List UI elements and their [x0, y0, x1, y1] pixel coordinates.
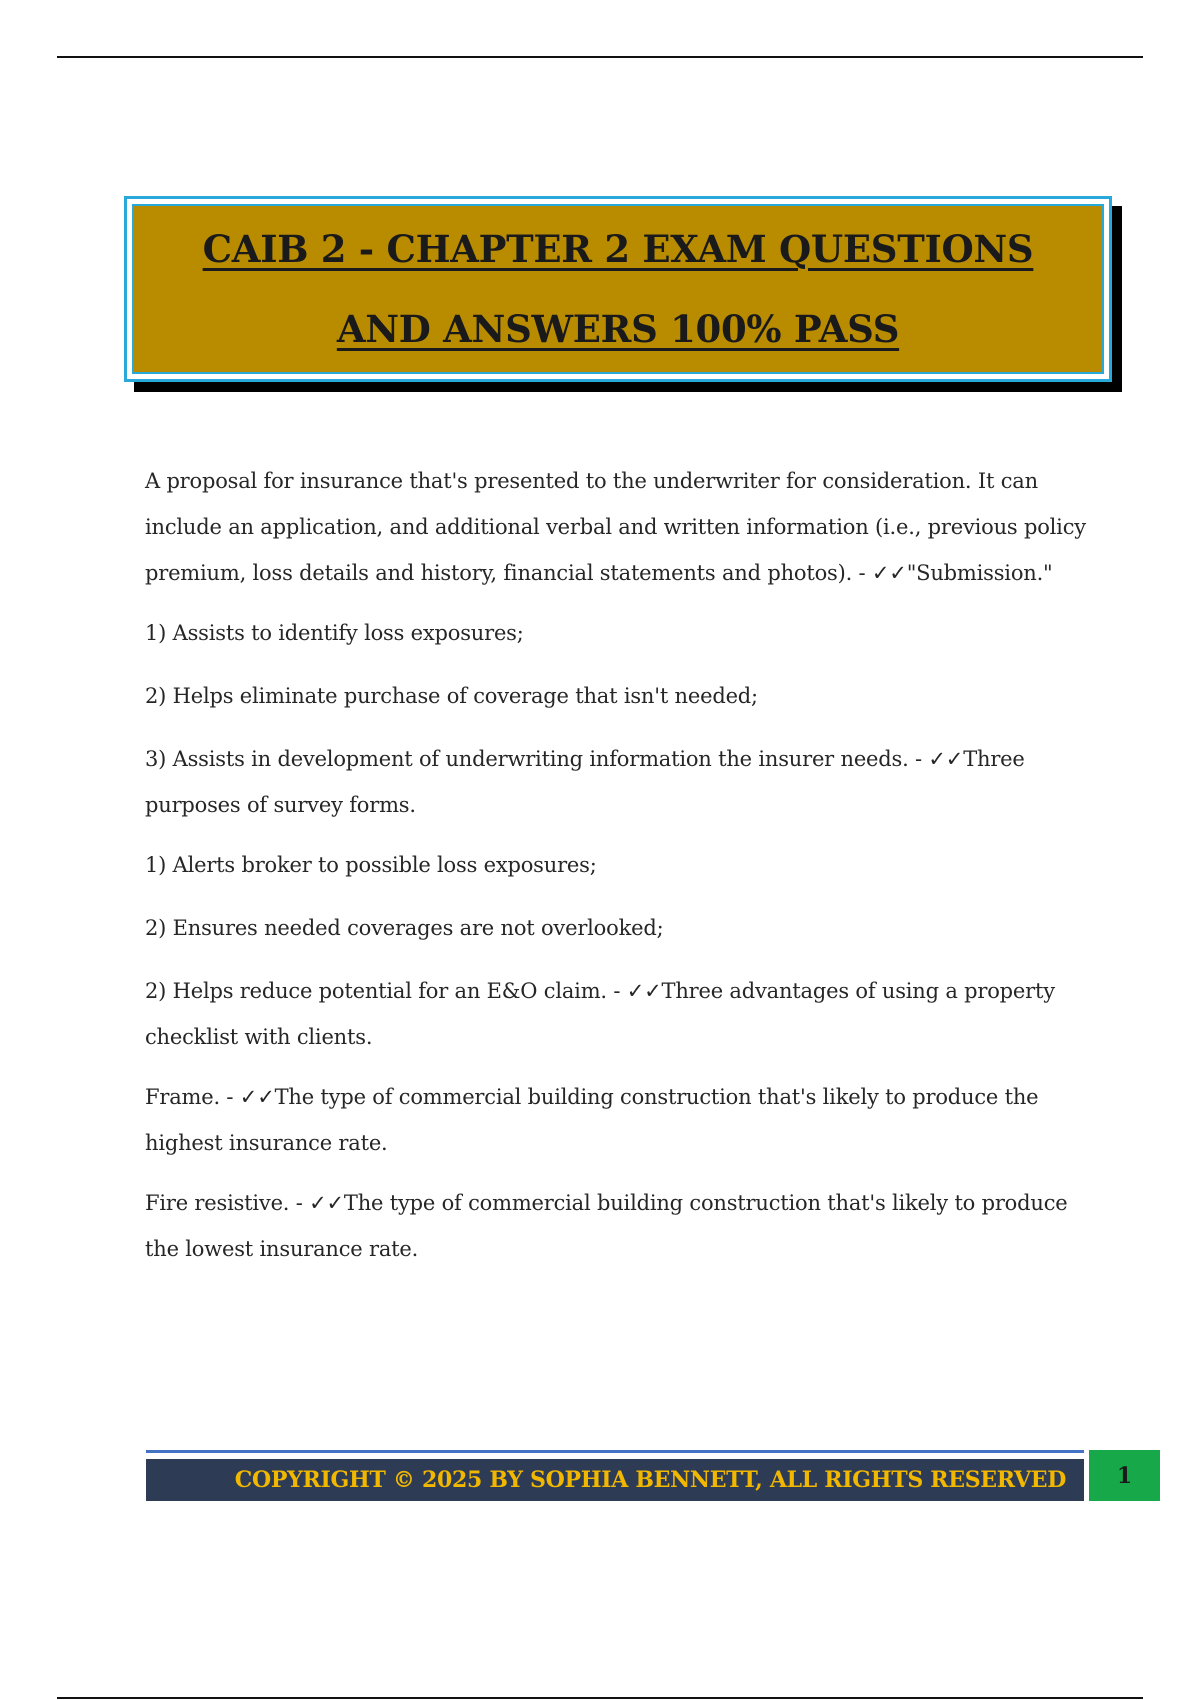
copyright-notice: COPYRIGHT © 2025 BY SOPHIA BENNETT, ALL RIGHTS RESERVED: [234, 1467, 1066, 1493]
page-number-box: [1089, 1450, 1160, 1501]
title-banner-fill: [132, 204, 1104, 374]
paragraph-submission: A proposal for insurance that's presented to the underwriter for consideration. It can include an application, and additional verbal and written information (i.e., previous policy premium, loss details and history, financial statements and photos). - ✓✓"Submission.": [145, 469, 1086, 585]
bottom-rule: [57, 1697, 1143, 1699]
title-line-1: CAIB 2 - CHAPTER 2 EXAM QUESTIONS: [202, 227, 1034, 271]
title-line-2: AND ANSWERS 100% PASS: [336, 307, 900, 351]
paragraph-frame: Frame. - ✓✓The type of commercial building construction that's likely to produce the highest insurance rate.: [145, 1085, 1039, 1155]
footer-rule: [146, 1450, 1084, 1453]
paragraph-property-checklist: 2) Helps reduce potential for an E&O claim. - ✓✓Three advantages of using a property checklist with clients.: [145, 979, 1055, 1049]
paragraph-item: 1) Assists to identify loss exposures;: [145, 621, 524, 645]
title-banner: [124, 196, 1112, 382]
paragraph-survey-forms: 3) Assists in development of underwriting information the insurer needs. - ✓✓Three purposes of survey forms.: [145, 747, 1025, 817]
page-number: 1: [1116, 1462, 1133, 1489]
top-rule: [57, 56, 1143, 58]
paragraph-fire-resistive: Fire resistive. - ✓✓The type of commercial building construction that's likely to produce the lowest insurance rate.: [145, 1191, 1068, 1261]
paragraph-item: 1) Alerts broker to possible loss exposures;: [145, 853, 597, 877]
paragraph-item: 2) Ensures needed coverages are not overlooked;: [145, 916, 664, 940]
paragraph-item: 2) Helps eliminate purchase of coverage that isn't needed;: [145, 684, 758, 708]
footer-bar: [146, 1459, 1084, 1501]
document-body: [145, 458, 1095, 1286]
